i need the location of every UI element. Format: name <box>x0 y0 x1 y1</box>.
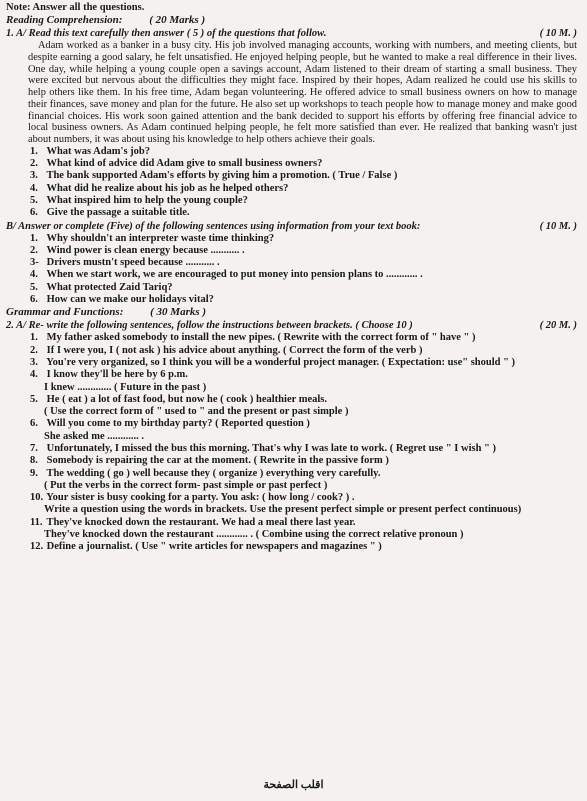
grammar-item: 10. Your sister is busy cooking for a party. You ask: ( how long / cook? ) . Write a question using the words in brackets. Use the present perfect simple or present perfect continuous) <box>30 492 577 517</box>
grammar-part-a-marks: ( 20 M. ) <box>539 320 577 332</box>
grammar-part-a-header <box>6 319 577 332</box>
reading-marks: ( 20 Marks ) <box>149 14 206 26</box>
grammar-marks: ( 30 Marks ) <box>150 306 207 319</box>
question-item: 5. What protected Zaid Tariq? <box>30 281 173 293</box>
grammar-item-sub: ( Put the verbs in the correct form- past simple or past perfect ) <box>44 479 328 491</box>
question-item: 2. What kind of advice did Adam give to small business owners? <box>30 158 323 170</box>
reading-part-a-marks: ( 10 M. ) <box>539 28 577 39</box>
reading-part-a-header <box>6 27 577 40</box>
grammar-item-sub: ( Use the correct form of " used to " and the present or past simple ) <box>44 406 349 418</box>
reading-part-a-instruction: 1. A/ Read this text carefully then answer ( 5 ) of the questions that follow. <box>6 28 327 39</box>
reading-part-a-questions <box>6 146 577 220</box>
question-item: 6. How can we make our holidays vital? <box>30 294 214 306</box>
grammar-item-sub: She asked me ............ . <box>44 430 145 442</box>
grammar-item: 4. I know they'll be here by 6 p.m. I knew ............. ( Future in the past ) <box>30 369 577 394</box>
reading-part-b-header <box>6 220 577 233</box>
grammar-item-sub: I knew ............. ( Future in the past ) <box>44 381 207 393</box>
exam-note: Note: Answer all the questions. <box>6 2 145 13</box>
grammar-item: 5. He ( eat ) a lot of fast food, but now he ( cook ) healthier meals. ( Use the correct form of " used to " and the present or past simple ) <box>30 394 577 419</box>
grammar-item: 8. Somebody is repairing the car at the moment. ( Rewrite in the passive form ) <box>30 455 389 467</box>
grammar-title: Grammar and Functions: <box>6 306 124 319</box>
grammar-item-sub: They've knocked down the restaurant ............ . ( Combine using the correct relative pronoun ) <box>44 529 464 541</box>
reading-part-b-marks: ( 10 M. ) <box>539 220 577 232</box>
reading-title: Reading Comprehension: <box>6 14 123 26</box>
grammar-items <box>6 332 577 553</box>
reading-part-b-instruction: B/ Answer or complete (Five) of the following sentences using information from your text book: <box>6 220 421 232</box>
question-item: 4. When we start work, we are encouraged to put money into pension plans to ............ . <box>30 269 423 281</box>
question-item: 5. What inspired him to help the young couple? <box>30 194 248 206</box>
question-item: 3. The bank supported Adam's efforts by giving him a promotion. ( True / False ) <box>30 170 398 182</box>
question-item: 4. What did he realize about his job as he helped others? <box>30 182 289 194</box>
grammar-part-a-instruction: 2. A/ Re- write the following sentences, follow the instructions between brackets. ( Choose 10 ) <box>6 320 413 332</box>
grammar-section-title <box>6 306 577 319</box>
grammar-item: 6. Will you come to my birthday party? ( Reported question ) She asked me ............ . <box>30 418 577 443</box>
grammar-item: 11. They've knocked down the restaurant. We had a meal there last year. They've knocked down the restaurant ............ . ( Combine using the correct relative pronoun ) <box>30 517 577 542</box>
question-item: 6. Give the passage a suitable title. <box>30 207 190 219</box>
grammar-item: 3. You're very organized, so I think you will be a wonderful project manager. ( Expectation: use" should " ) <box>30 356 516 368</box>
grammar-item: 7. Unfortunately, I missed the bus this morning. That's why I was late to work. ( Regret use " I wish " ) <box>30 442 497 454</box>
grammar-item: 2. If I were you, I ( not ask ) his advice about anything. ( Correct the form of the verb ) <box>30 344 423 356</box>
reading-section-title <box>6 14 577 27</box>
question-item: 1. What was Adam's job? <box>30 145 150 157</box>
grammar-item: 1. My father asked somebody to install the new pipes. ( Rewrite with the correct form of " have " ) <box>30 332 476 344</box>
reading-part-b-questions <box>6 233 577 307</box>
grammar-item-sub: Write a question using the words in brackets. Use the present perfect simple or present perfect continuous) <box>44 504 522 516</box>
reading-passage: Adam worked as a banker in a busy city. His job involved managing accounts, working with numbers, and meeting clients, but despite earning a good salary, he felt unsatisfied. He enjoyed helping people, but he wanted to make a real difference in their lives. One day, while helping a young couple open a savings account, Adam listened to their dream of starting a small business. They were excited but nervous about the difficulties they might face. Inspired by their hopes, Adam realized he could use his skills to help others like them. In his free time, Adam began volunteering. He offered advice to small business owners on how to manage their finances, save money and plan for the future. He also set up workshops to teach people how to manage money and make good financial choices. His work soon gained attention and the bank decided to support his efforts by offering free financial advice to local business owners. As Adam continued helping people, he felt more satisfied than ever. He realized that banking wasn't just about numbers, it was about using his knowledge to help others achieve their goals. <box>28 40 577 145</box>
page-footer-turn-over: اقلب الصفحة <box>263 779 324 791</box>
question-item: 2. Wind power is clean energy because ........... . <box>30 244 245 256</box>
grammar-item: 9. The wedding ( go ) well because they ( organize ) everything very carefully. ( Put the verbs in the correct form- past simple or past perfect ) <box>30 468 577 493</box>
question-item: 1. Why shouldn't an interpreter waste time thinking? <box>30 232 275 244</box>
question-item: 3- Drivers mustn't speed because ........... . <box>30 257 220 269</box>
grammar-item: 12. Define a journalist. ( Use " write articles for newspapers and magazines " ) <box>30 541 382 553</box>
